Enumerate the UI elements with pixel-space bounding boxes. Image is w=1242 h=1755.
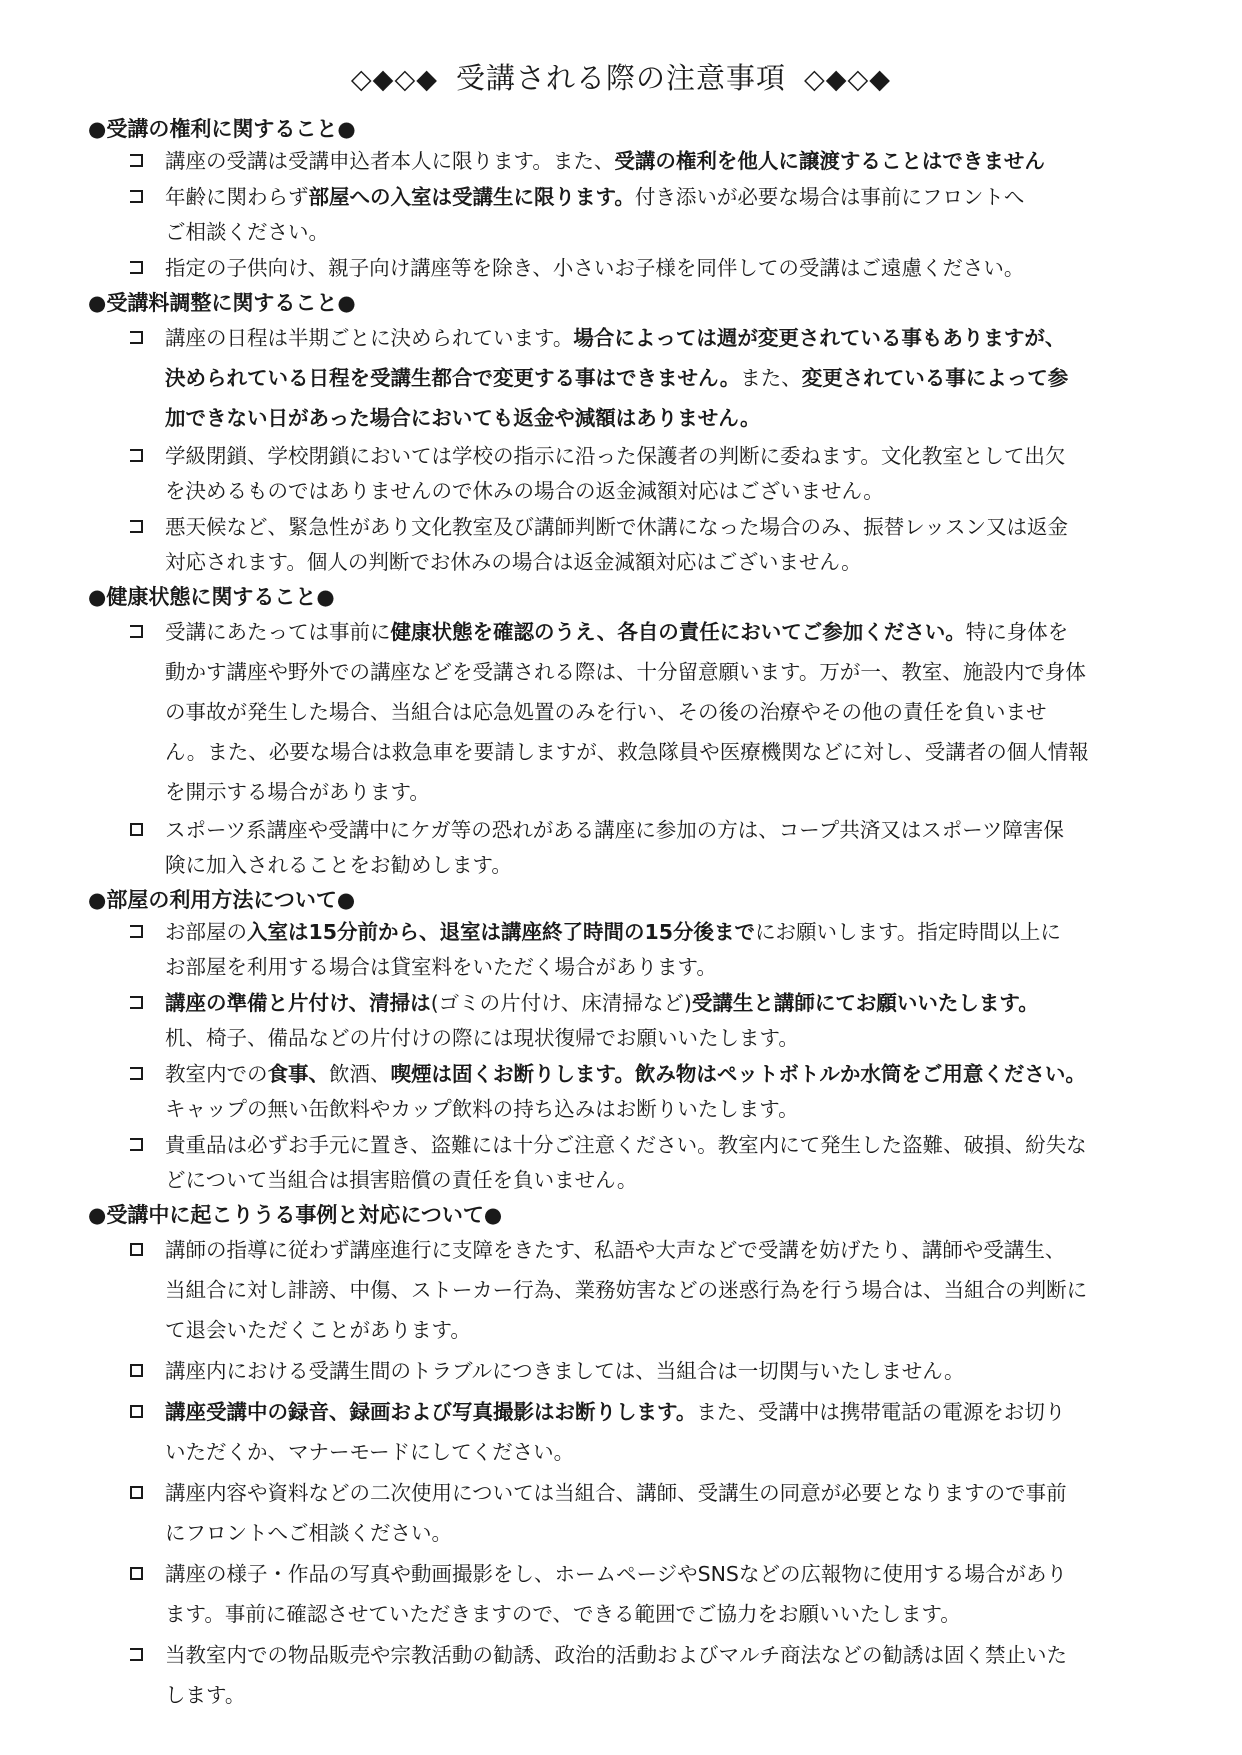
body-text: 講座の日程は半期ごとに決められています。	[165, 326, 574, 350]
body-text: ん。また、必要な場合は救急車を要請しますが、救急隊員や医療機関などに対し、受講者の個人情報	[165, 740, 1089, 764]
body-text: にフロントへご相談ください。	[165, 1521, 452, 1545]
body-text: キャップの無い缶飲料やカップ飲料の持ち込みはお断りいたします。	[165, 1097, 799, 1121]
checkbox-bullet-icon	[130, 625, 143, 638]
list-item	[88, 510, 1178, 580]
list-item	[88, 1554, 1178, 1634]
list-item	[88, 318, 1178, 438]
body-text: 飲酒、	[329, 1062, 391, 1086]
body-text: 険に加入されることをお勧めします。	[165, 853, 512, 877]
list-item	[88, 915, 1178, 985]
emphasis-text: 受講生と講師にてお願いいたします。	[691, 991, 1039, 1015]
checkbox-bullet-icon	[130, 1567, 143, 1580]
body-text: お部屋を利用する場合は貸室料をいただく場合があります。	[165, 955, 717, 979]
body-text: を決めるものではありませんので休みの場合の返金減額対応はございません。	[165, 479, 884, 503]
section-list	[88, 612, 1178, 883]
checkbox-bullet-icon	[130, 925, 143, 938]
body-text: お部屋の	[165, 920, 247, 944]
body-text: 講座の受講は受講申込者本人に限ります。また、	[165, 149, 615, 173]
checkbox-bullet-icon	[130, 449, 143, 462]
checkbox-bullet-icon	[130, 520, 143, 533]
body-text: 受講にあたっては事前に	[165, 620, 391, 644]
body-text: (ゴミの片付け、床清掃など)	[430, 991, 692, 1015]
checkbox-bullet-icon	[130, 1067, 143, 1080]
section-heading: ●受講料調整に関すること●	[88, 291, 356, 315]
list-item	[88, 1128, 1178, 1198]
body-text: 当教室内での物品販売や宗教活動の勧誘、政治的活動およびマルチ商法などの勧誘は固く禁止いた	[165, 1643, 1067, 1667]
emphasis-text: 喫煙は固くお断りします。飲み物はペットボトルか水筒をご用意ください。	[390, 1062, 1086, 1086]
section-list	[88, 915, 1178, 1198]
title-text: 受講される際の注意事項	[455, 61, 786, 95]
section-heading: ●部屋の利用方法について●	[88, 888, 356, 912]
list-item	[88, 251, 1178, 286]
body-text: 机、椅子、備品などの片付けの際には現状復帰でお願いいたします。	[165, 1026, 799, 1050]
section-heading: ●健康状態に関すること●	[88, 585, 335, 609]
emphasis-text: 食事、	[267, 1062, 329, 1086]
emphasis-text: 加できない日があった場合においても返金や減額はありません。	[165, 406, 761, 430]
body-text: 特に身体を	[965, 620, 1069, 644]
section-list	[88, 144, 1178, 286]
emphasis-text: 変更されている事によって参	[801, 366, 1069, 390]
body-text: 講師の指導に従わず講座進行に支障をきたす、私語や大声などで受講を妨げたり、講師や受講生、	[165, 1238, 1066, 1262]
body-text: 悪天候など、緊急性があり文化教室及び講師判断で休講になった場合のみ、振替レッスン又は返金	[165, 515, 1069, 539]
checkbox-bullet-icon	[130, 996, 143, 1009]
body-text: にお願いします。指定時間以上に	[755, 920, 1061, 944]
body-text: また、受講中は携帯電話の電源をお切り	[696, 1400, 1066, 1424]
body-text: 講座内における受講生間のトラブルにつきましては、当組合は一切関与いたしません。	[165, 1359, 965, 1383]
list-item	[88, 144, 1178, 179]
body-text: どについて当組合は損害賠償の責任を負いません。	[165, 1168, 638, 1192]
emphasis-text: 場合によっては週が変更されている事もありますが、	[573, 326, 1066, 350]
checkbox-bullet-icon	[130, 1405, 143, 1418]
body-text: また、	[740, 366, 802, 390]
checkbox-bullet-icon	[130, 331, 143, 344]
body-text: ご相談ください。	[165, 220, 329, 244]
checkbox-bullet-icon	[130, 154, 143, 167]
emphasis-text: 講座の準備と片付け、清掃は	[165, 991, 431, 1015]
body-text: スポーツ系講座や受講中にケガ等の恐れがある講座に参加の方は、コープ共済又はスポーツ障害保	[165, 818, 1064, 842]
body-text: 教室内での	[165, 1062, 268, 1086]
body-text: の事故が発生した場合、当組合は応急処置のみを行い、その後の治療やその他の責任を負いませ	[165, 700, 1047, 724]
emphasis-text: 部屋への入室は受講生に限ります。	[308, 185, 635, 209]
section-heading: ●受講中に起こりうる事例と対応について●	[88, 1203, 503, 1227]
notice-body	[88, 112, 1178, 1716]
checkbox-bullet-icon	[130, 1364, 143, 1377]
emphasis-text: 講座受講中の録音、録画および写真撮影はお断りします。	[165, 1400, 697, 1424]
section-list	[88, 318, 1178, 580]
checkbox-bullet-icon	[130, 1486, 143, 1499]
emphasis-text: 入室は15分前から、退室は講座終了時間の15分後まで	[247, 920, 756, 944]
body-text: 講座の様子・作品の写真や動画撮影をし、ホームページやSNSなどの広報物に使用する場合があり	[165, 1562, 1067, 1586]
list-item	[88, 439, 1178, 509]
body-text: 当組合に対し誹謗、中傷、ストーカー行為、業務妨害などの迷惑行為を行う場合は、当組合の判断に	[165, 1278, 1088, 1302]
checkbox-bullet-icon	[130, 1138, 143, 1151]
list-item	[88, 1635, 1178, 1715]
list-item	[88, 986, 1178, 1056]
body-text: 動かす講座や野外での講座などを受講される際は、十分留意願います。万が一、教室、施設内で身体	[165, 660, 1086, 684]
list-item	[88, 1473, 1178, 1553]
emphasis-text: 決められている日程を受講生都合で変更する事はできません。	[165, 366, 741, 390]
body-text: 対応されます。個人の判断でお休みの場合は返金減額対応はございません。	[165, 550, 862, 574]
body-text: 講座内容や資料などの二次使用については当組合、講師、受講生の同意が必要となりますので事前	[165, 1481, 1067, 1505]
section-heading: ●受講の権利に関すること●	[88, 117, 356, 141]
body-text: て退会いただくことがあります。	[165, 1318, 471, 1342]
body-text: いただくか、マナーモードにしてください。	[165, 1440, 575, 1464]
body-text: 指定の子供向け、親子向け講座等を除き、小さいお子様を同伴しての受講はご遠慮ください。	[165, 256, 1025, 280]
list-item	[88, 1392, 1178, 1472]
emphasis-text: 健康状態を確認のうえ、各自の責任においてご参加ください。	[390, 620, 966, 644]
list-item	[88, 1057, 1178, 1127]
checkbox-bullet-icon	[130, 261, 143, 274]
page-title	[0, 58, 1242, 100]
title-deco-left: ◇◆◇◆	[350, 64, 438, 95]
body-text: を開示する場合があります。	[165, 780, 430, 804]
body-text: 付き添いが必要な場合は事前にフロントへ	[634, 185, 1025, 209]
checkbox-bullet-icon	[130, 190, 143, 203]
title-deco-right: ◇◆◇◆	[804, 64, 892, 95]
checkbox-bullet-icon	[130, 1243, 143, 1256]
checkbox-bullet-icon	[130, 1648, 143, 1661]
body-text: 学級閉鎖、学校閉鎖においては学校の指示に沿った保護者の判断に委ねます。文化教室として出欠	[165, 444, 1066, 468]
section-list	[88, 1230, 1178, 1715]
list-item	[88, 180, 1178, 250]
list-item	[88, 1230, 1178, 1350]
list-item	[88, 813, 1178, 883]
body-text: 年齢に関わらず	[165, 185, 309, 209]
checkbox-bullet-icon	[130, 823, 143, 836]
body-text: ます。事前に確認させていただきますので、できる範囲でご協力をお願いいたします。	[165, 1602, 961, 1626]
list-item	[88, 612, 1178, 812]
list-item	[88, 1351, 1178, 1391]
emphasis-text: 受講の権利を他人に譲渡することはできません	[614, 149, 1045, 173]
body-text: 貴重品は必ずお手元に置き、盗難には十分ご注意ください。教室内にて発生した盗難、破損、紛失な	[165, 1133, 1087, 1157]
body-text: します。	[165, 1683, 246, 1707]
